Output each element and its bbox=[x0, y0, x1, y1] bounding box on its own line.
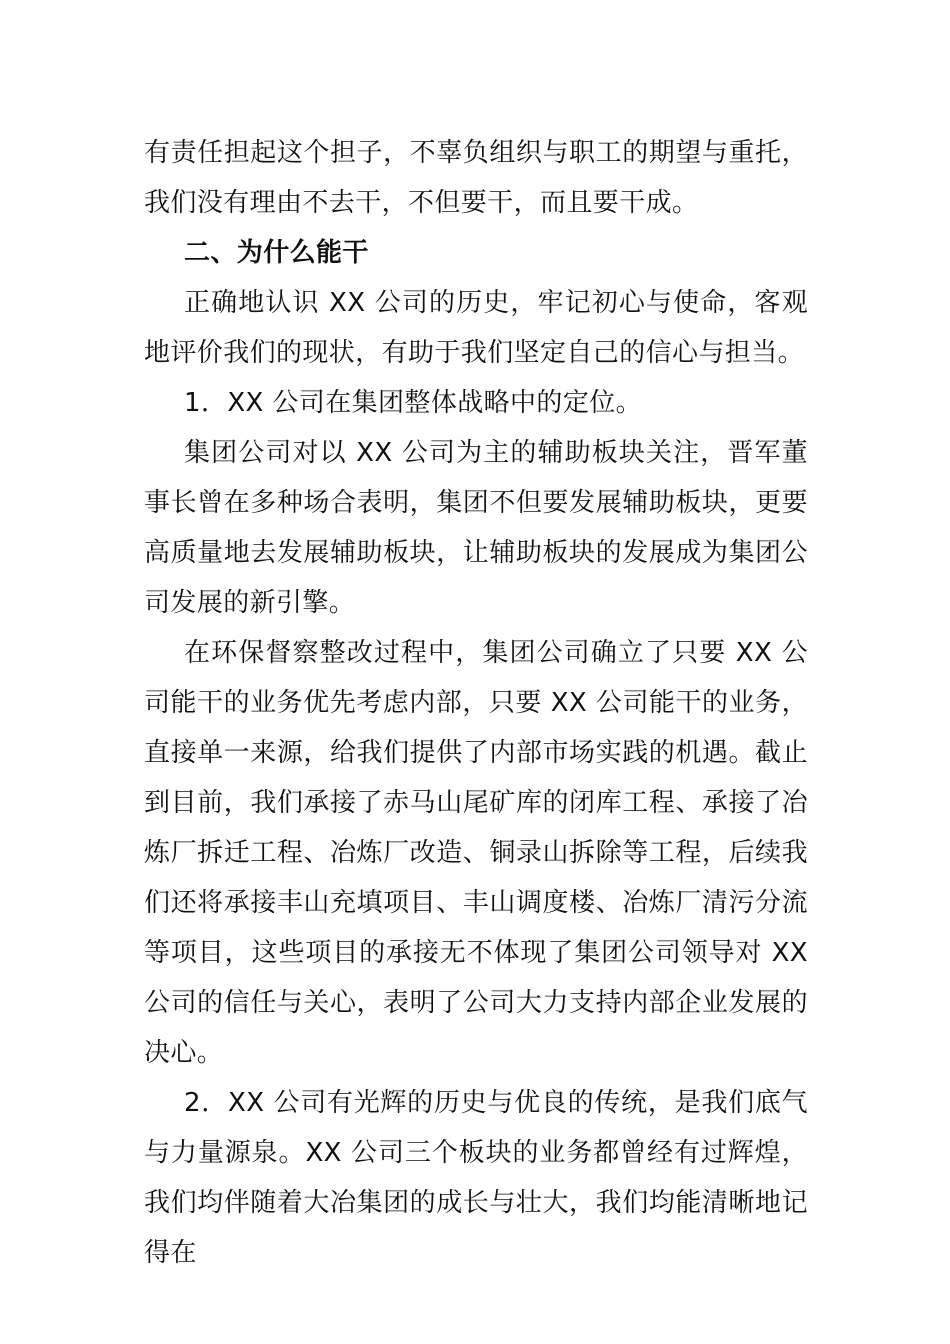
paragraph-environmental-rectification: 在环保督察整改过程中，集团公司确立了只要 XX 公司能干的业务优先考虑内部，只要 XX 公司能干的业务，直接单一来源，给我们提供了内部市场实践的机遇。截止到目前，我们承接了赤马山尾矿库的闭库工程、承接了冶炼厂拆迁工程、冶炼厂改造、铜录山拆除等工程，后续我们还将承接丰山充填项目、丰山调度楼、冶炼厂清污分流等项目，这些项目的承接无不体现了集团公司领导对 XX 公司的信任与关心，表明了公司大力支持内部企业发展的决心。 bbox=[144, 638, 808, 1068]
paragraph-item-2: 2．XX 公司有光辉的历史与优良的传统，是我们底气与力量源泉。XX 公司三个板块的业务都曾经有过辉煌，我们均伴随着大冶集团的成长与壮大，我们均能清晰地记得在 bbox=[144, 1088, 808, 1268]
document-body bbox=[144, 128, 808, 1278]
paragraph-intro: 正确地认识 XX 公司的历史，牢记初心与使命，客观地评价我们的现状，有助于我们坚定自己的信心与担当。 bbox=[144, 288, 808, 368]
subheading-item-1: 1．XX 公司在集团整体战略中的定位。 bbox=[184, 388, 643, 418]
paragraph-continuation: 有责任担起这个担子，不辜负组织与职工的期望与重托，我们没有理由不去干，不但要干，而且要干成。 bbox=[144, 138, 808, 218]
paragraph-group-focus: 集团公司对以 XX 公司为主的辅助板块关注，晋军董事长曾在多种场合表明，集团不但要发展辅助板块，更要高质量地去发展辅助板块，让辅助板块的发展成为集团公司发展的新引擎。 bbox=[144, 438, 808, 618]
section-heading: 二、为什么能干 bbox=[184, 238, 369, 268]
